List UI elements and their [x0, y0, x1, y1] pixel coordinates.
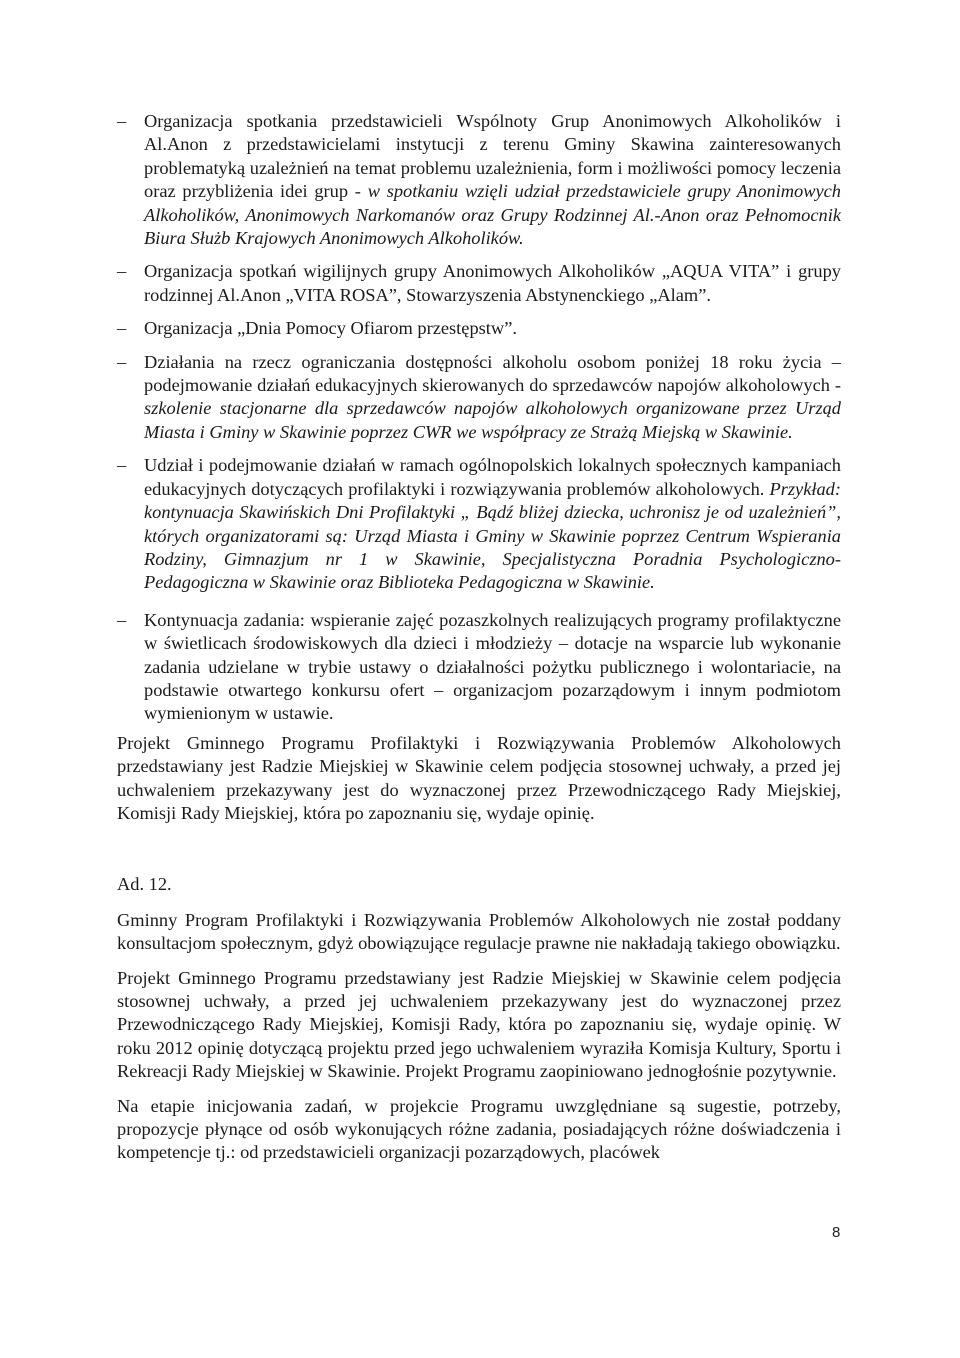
list-item — [117, 351, 841, 445]
list-item-text: Organizacja „Dnia Pomocy Ofiarom przestępstw”. — [144, 318, 517, 339]
activity-list — [117, 110, 841, 726]
list-item-italic-text: Przykład: kontynuacja Skawińskich Dni Profilaktyki „ Bądź bliżej dziecka, uchronisz je od uzależnień”, których organizatorami są: Urząd Miasta i Gminy w Skawinie poprzez Centrum Wspierania Rodziny, Gimnazjum nr 1 w Skawinie, Specjalistyczna Poradnia Psychologiczno-Pedagogiczna w Skawinie oraz Biblioteka Pedagogiczna w Skawinie. — [144, 478, 841, 593]
list-item — [117, 609, 841, 726]
list-item-italic-text: w spotkaniu wzięli udział przedstawiciele grupy Anonimowych Alkoholików, Anonimowych Narkomanów oraz Grupy Rodzinnej Al.-Anon oraz Pełnomocnik Biura Służb Krajowych Anonimowych Alkoholików. — [144, 181, 842, 249]
list-item — [117, 110, 841, 250]
list-item-text: Organizacja spotkań wigilijnych grupy Anonimowych Alkoholików „AQUA VITA” i grupy rodzinnej Al.Anon „VITA ROSA”, Stowarzyszenia Abstynenckiego „Alam”. — [144, 261, 841, 305]
list-item-text: Organizacja spotkania przedstawicieli Wspólnoty Grup Anonimowych Alkoholików i Al.Anon z przedstawicielami instytucji z terenu Gminy Skawina zainteresowanych problematyką uzależnień na temat problemu uzależnienia, form i możliwości pomocy leczenia oraz przybliżenia idei grup - — [144, 111, 841, 202]
list-item — [117, 317, 841, 340]
list-item-text: Udział i podejmowanie działań w ramach ogólnopolskich lokalnych społecznych kampaniach edukacyjnych dotyczących profilaktyki i rozwiązywania problemów alkoholowych. — [144, 455, 841, 499]
section-paragraph: Projekt Gminnego Programu przedstawiany jest Radzie Miejskiej w Skawinie celem podjęcia stosownej uchwały, a przed jej uchwaleniem przekazywany jest do wyznaczonej przez Przewodniczącego Rady Miejskiej, Komisji Rady, która po zapoznaniu się, wydaje opinię. W roku 2012 opinię dotyczącą projektu przed jego uchwaleniem wyraziła Komisja Kultury, Sportu i Rekreacji Rady Miejskiej w Skawinie. Projekt Programu zaopiniowano jednogłośnie pozytywnie. — [117, 967, 841, 1082]
page-content — [117, 110, 841, 1165]
list-item — [117, 454, 841, 594]
paragraph-projekt: Projekt Gminnego Programu Profilaktyki i Rozwiązywania Problemów Alkoholowych przedstawiany jest Radzie Miejskiej w Skawinie celem podjęcia stosownej uchwały, a przed jej uchwaleniem przekazywany jest do wyznaczonej przez Przewodniczącego Rady Miejskiej, Komisji Rady Miejskiej, która po zapoznaniu się, wydaje opinię. — [117, 732, 841, 823]
list-item-italic-text: szkolenie stacjonarne dla sprzedawców napojów alkoholowych organizowane przez Urząd Miasta i Gminy w Skawinie poprzez CWR we współpracy ze Strażą Miejską w Skawinie. — [144, 398, 841, 442]
section-heading: Ad. 12. — [117, 874, 172, 895]
section-paragraph: Gminny Program Profilaktyki i Rozwiązywania Problemów Alkoholowych nie został poddany konsultacjom społecznym, gdyż obowiązujące regulacje prawne nie nakładają takiego obowiązku. — [117, 909, 841, 954]
section-paragraph: Na etapie inicjowania zadań, w projekcie Programu uwzględniane są sugestie, potrzeby, propozycje płynące od osób wykonujących różne zadania, posiadających różne doświadczenia i kompetencje tj.: od przedstawicieli organizacji pozarządowych, placówek — [117, 1095, 841, 1163]
list-item — [117, 260, 841, 307]
list-item-text: Kontynuacja zadania: wspieranie zajęć pozaszkolnych realizujących programy profilaktyczne w świetlicach środowiskowych dla dzieci i młodzieży – dotacje na wsparcie lub wykonanie zadania udzielane w trybie ustawy o działalności pożytku publicznego i wolontariacie, na podstawie otwartego konkursu ofert – organizacjom pozarządowym i innym podmiotom wymienionym w ustawie. — [144, 609, 841, 724]
page-number: 8 — [832, 1224, 841, 1241]
list-item-text: Działania na rzecz ograniczania dostępności alkoholu osobom poniżej 18 roku życia – podejmowanie działań edukacyjnych skierowanych do sprzedawców napojów alkoholowych - — [144, 351, 841, 396]
